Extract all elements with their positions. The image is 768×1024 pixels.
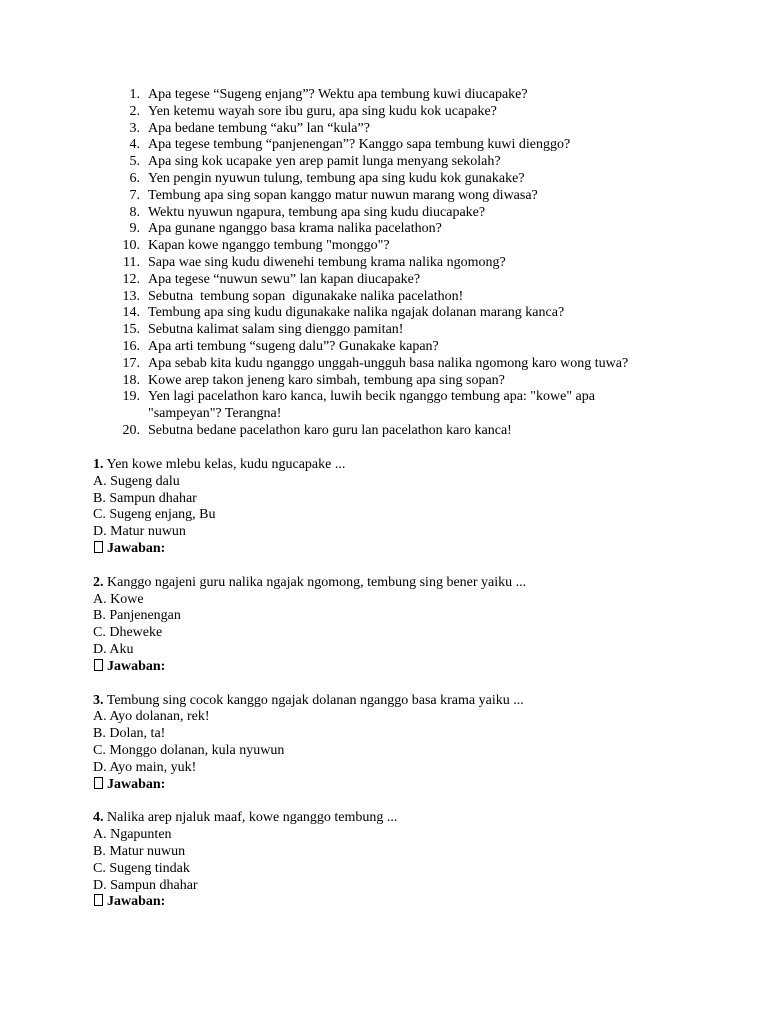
question-number: 2.: [93, 574, 104, 590]
item-text: Apa tegese “nuwun sewu” lan kapan diucapake?: [148, 271, 421, 287]
question-number: 3.: [93, 692, 104, 708]
item-number: 20.: [122, 422, 140, 438]
item-number: 14.: [122, 305, 140, 321]
answer-row: [93, 541, 693, 558]
option-b: B. Panjenengan: [93, 608, 181, 624]
question-text: [93, 575, 693, 592]
item-text: Wektu nyuwun ngapura, tembung apa sing kudu diucapake?: [148, 204, 486, 220]
answer-label: Jawaban:: [107, 540, 166, 556]
question-stem: Kanggo ngajeni guru nalika ngajak ngomong, tembung sing bener yaiku ...: [103, 574, 527, 590]
list-item: [108, 322, 698, 339]
item-number: 6.: [129, 170, 140, 186]
list-item: [108, 154, 698, 171]
item-number: 10.: [122, 238, 140, 254]
option-c: C. Sugeng enjang, Bu: [93, 507, 216, 523]
item-text: Apa sing kok ucapake yen arep pamit lunga menyang sekolah?: [148, 154, 501, 170]
option-a: A. Ayo dolanan, rek!: [93, 709, 210, 725]
question-stem: Yen kowe mlebu kelas, kudu ngucapake ...: [103, 457, 346, 472]
question-block: [93, 575, 693, 676]
item-number: 13.: [122, 288, 140, 304]
item-number: 3.: [129, 120, 140, 136]
item-number: 15.: [122, 322, 140, 338]
item-text: Sebutna bedane pacelathon karo guru lan pacelathon karo kanca!: [148, 422, 512, 438]
option-d: D. Aku: [93, 641, 134, 657]
answer-label: Jawaban:: [107, 658, 166, 674]
question-stem: Tembung sing cocok kanggo ngajak dolanan nganggo basa krama yaiku ...: [103, 692, 524, 708]
list-item: [108, 121, 698, 138]
list-item: [108, 188, 698, 205]
list-item: [108, 305, 698, 322]
item-number: 7.: [129, 187, 140, 203]
answer-label: Jawaban:: [107, 776, 166, 792]
option-a: A. Sugeng dalu: [93, 473, 180, 489]
question-block: [93, 457, 693, 558]
list-item: [108, 137, 698, 154]
question-stem: Nalika arep njaluk maaf, kowe nganggo tembung ...: [103, 810, 398, 826]
answer-label: Jawaban:: [107, 894, 166, 910]
option-a: A. Ngapunten: [93, 827, 172, 843]
question-text: [93, 457, 693, 474]
question-block: [93, 810, 693, 911]
list-item: [108, 373, 698, 390]
list-item: [108, 356, 698, 373]
list-item: [108, 289, 698, 306]
list-item: [108, 104, 698, 121]
item-text: Sebutna kalimat salam sing dienggo pamitan!: [148, 322, 404, 338]
item-text: Apa arti tembung “sugeng dalu”? Gunakake kapan?: [148, 338, 439, 354]
question-block: [93, 693, 693, 794]
item-text: Apa sebab kita kudu nganggo unggah-ungguh basa nalika ngomong karo wong tuwa?: [148, 355, 629, 371]
list-item: [108, 87, 698, 104]
item-number: 8.: [129, 204, 140, 220]
question-number: 4.: [93, 810, 104, 826]
checkbox-icon: [94, 659, 103, 671]
item-number: 9.: [129, 221, 140, 237]
item-text: Yen pengin nyuwun tulung, tembung apa sing kudu kok gunakake?: [148, 170, 525, 186]
item-number: 12.: [122, 271, 140, 287]
item-number: 11.: [123, 254, 140, 270]
option-b: B. Matur nuwun: [93, 843, 186, 859]
list-item: [108, 423, 698, 440]
question-number: 1.: [93, 457, 104, 472]
checkbox-icon: [94, 894, 103, 906]
list-item: [108, 238, 698, 255]
item-text: Sebutna tembung sopan digunakake nalika pacelathon!: [148, 288, 464, 304]
item-text: Kowe arep takon jeneng karo simbah, tembung apa sing sopan?: [148, 372, 505, 388]
answer-row: [93, 659, 693, 676]
item-number: 2.: [129, 103, 140, 119]
list-item: [108, 272, 698, 289]
checkbox-icon: [94, 541, 103, 553]
answer-row: [93, 777, 693, 794]
list-item: [108, 255, 698, 272]
item-text: Kapan kowe nganggo tembung "monggo"?: [148, 238, 390, 254]
item-number: 19.: [122, 389, 140, 405]
item-text: Yen lagi pacelathon karo kanca, luwih becik nganggo tembung apa: "kowe" apa "sampeyan"? Terangna!: [148, 389, 595, 422]
option-c: C. Dheweke: [93, 625, 163, 641]
item-text: Sapa wae sing kudu diwenehi tembung krama nalika ngomong?: [148, 254, 506, 270]
option-d: D. Matur nuwun: [93, 524, 186, 540]
question-text: [93, 810, 693, 827]
item-number: 17.: [122, 355, 140, 371]
list-item: [108, 339, 698, 356]
item-text: Apa tegese “Sugeng enjang”? Wektu apa tembung kuwi diucapake?: [148, 87, 528, 102]
multiple-choice-section: [93, 457, 693, 928]
item-text: Tembung apa sing sopan kanggo matur nuwun marang wong diwasa?: [148, 187, 538, 203]
item-number: 18.: [122, 372, 140, 388]
option-a: A. Kowe: [93, 591, 144, 607]
option-c: C. Sugeng tindak: [93, 860, 190, 876]
item-text: Tembung apa sing kudu digunakake nalika ngajak dolanan marang kanca?: [148, 305, 565, 321]
list-item: [108, 389, 698, 423]
option-d: D. Sampun dhahar: [93, 877, 198, 893]
checkbox-icon: [94, 777, 103, 789]
item-text: Apa tegese tembung “panjenengan”? Kanggo sapa tembung kuwi dienggo?: [148, 137, 571, 153]
question-text: [93, 693, 693, 710]
item-text: Apa bedane tembung “aku” lan “kula”?: [148, 120, 370, 136]
option-b: B. Sampun dhahar: [93, 490, 197, 506]
item-number: 4.: [129, 137, 140, 153]
list-item: [108, 221, 698, 238]
item-number: 1.: [129, 87, 140, 102]
list-item: [108, 205, 698, 222]
option-d: D. Ayo main, yuk!: [93, 759, 197, 775]
option-b: B. Dolan, ta!: [93, 726, 166, 742]
answer-row: [93, 894, 693, 911]
list-item: [108, 171, 698, 188]
option-c: C. Monggo dolanan, kula nyuwun: [93, 742, 285, 758]
item-number: 5.: [129, 154, 140, 170]
item-number: 16.: [122, 338, 140, 354]
item-text: Apa gunane nganggo basa krama nalika pacelathon?: [148, 221, 442, 237]
essay-question-list: [108, 87, 698, 440]
item-text: Yen ketemu wayah sore ibu guru, apa sing kudu kok ucapake?: [148, 103, 497, 119]
